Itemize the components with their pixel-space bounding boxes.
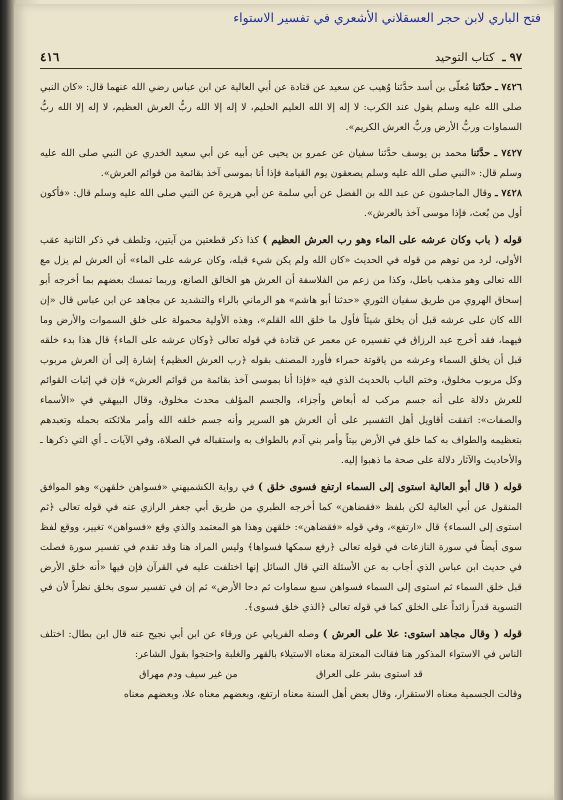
- hadith-number: ٧٤٢٨ ـ: [495, 188, 522, 199]
- poetry-verse: [40, 665, 522, 685]
- running-header: [40, 50, 522, 69]
- paragraph: [40, 624, 522, 665]
- paragraph-head: حدّثنا: [472, 82, 493, 93]
- verse-first-hemistich: قد استوى بشر على العراق: [315, 669, 423, 680]
- overlay-title: فتح الباري لابن حجر العسقلاني الأشعري في تفسير الاستواء: [233, 10, 541, 25]
- book-number: ٩٧ ـ: [502, 50, 522, 64]
- paragraph: [40, 230, 522, 471]
- page-number: ٤١٦: [40, 50, 60, 64]
- paragraph: [40, 477, 522, 618]
- commentary-heading: قوله ( قال أبو العالية استوى إلى السماء ارتفع فسوى خلق ): [258, 481, 522, 493]
- book-title: كتاب التوحيد: [434, 50, 495, 64]
- paragraph-text: مُعلّى بن أسد حدَّثنا وُهيب عن سعيد عن قتادة عن أبي العالية عن ابن عباس رضي الله عنهما قال: «كان النبي صلى الله عليه وسلم يقول عند الكرب: لا إله إلا الله العليم الحليم، لا إله إلا الله ربُّ العرش العظيم، لا إله إلا الله ربُّ السماوات وربُّ الأرض وربُّ العرش الكريم».: [40, 82, 522, 133]
- paragraph: [40, 144, 522, 184]
- paragraph-text: وقالت الجسمية معناه الاستقرار، وقال بعض أهل السنة معناه ارتفع، وبعضهم معناه علا، وبعضهم معناه: [123, 689, 522, 700]
- paragraph: [40, 78, 522, 138]
- paragraph-text: كذا ذكر قطعتين من آيتين، وتلطف في ذكر الثانية عقب الأولى، لرد من توهم من قوله في الحديث «كان الله ولم يكن شيء قبله، وكان عرشه على الماء» أن العرش لم يزل مع الله تعالى وهو مذهب باطل، وكذا من زعم من الفلاسفة أن العرش هو الخالق الصانع، وربما تمسك بعضهم بما أخرجه أبو إسحاق الهروي من طريق سفيان الثوري «حدثنا أبو هاشم» هو الرماني بالراء والتشديد عن مجاهد عن ابن عباس قال «إن الله كان على عرشه قبل أن يخلق شيئاً فأول ما خلق الله القلم»، وهذه الأولية محمولة على خلق السموات والأرض وما فيهما، فقد أخرج عبد الرزاق في تفسيره عن معمر عن قتادة في قوله تعالى ﴿وكان عرشه على الماء﴾ قال هذا بدء خلقه قبل أن يخلق السماء وعرشه من ياقوتة حمراء فأورد المصنف بقوله ﴿رب العرش العظيم﴾ إشارة إلى أن العرش مربوب وكل مربوب مخلوق، وختم الباب بالحديث الذي فيه «فإذا أنا بموسى آخذ بقائمة من قوائم العرش» فإن في إثبات القوائم للعرش دلالة على أنه جسم مركب له أبعاض وأجزاء، والجسم المؤلف محدث مخلوق، وقال البيهقي في «الأسماء والصفات»: اتفقت أقاويل أهل التفسير على أن العرش هو السرير وأنه جسم خلقه الله وأمر ملائكته بحمله وتعبدهم بتعظيمه والطواف به كما خلق في الأرض بيتاً وأمر بني آدم بالطواف به واستقباله في الصلاة، وفي الآيات ـ أي التي ذكرها ـ والأحاديث والآثار دلالة على صحة ما ذهبوا إليه.: [40, 235, 522, 466]
- paragraph: [40, 184, 522, 224]
- paragraph-text: وصله الفريابي عن ورقاء عن ابن أبي نجيح عنه قال ابن بطال: اختلف الناس في الاستواء المذكور هنا فقالت المعتزلة معناه الاستيلاء بالقهر والغلبة واحتجوا بقول الشاعر:: [40, 629, 522, 660]
- verse-second-hemistich: من غير سيف ودم مهراق: [139, 669, 238, 680]
- commentary-heading: قوله ( باب وكان عرشه على الماء وهو رب العرش العظيم ): [262, 234, 522, 246]
- commentary-heading: قوله ( وقال مجاهد استوى: علا على العرش ): [322, 628, 522, 640]
- body-text: [40, 78, 522, 705]
- paragraph: [40, 685, 522, 705]
- hadith-number: ٧٤٢٧ ـ: [494, 148, 522, 159]
- hadith-number: ٧٤٢٦ ـ: [495, 82, 522, 93]
- paragraph-text: محمد بن يوسف حدَّثنا سفيان عن عمرو بن يحيى عن أبيه عن أبي سعيد الخدري عن النبي صلى الله عليه وسلم قال: «النبي صلى الله عليه وسلم يصعقون يوم القيامة فإذا أنا بموسى آخذ بقائمة من قوائم العرش».: [40, 148, 522, 179]
- book-label: [435, 50, 522, 64]
- paragraph-head: حدَّثنا: [470, 148, 491, 159]
- paragraph-text: في رواية الكشميهني «فسواهن خلقهن» وهو الموافق المنقول عن أبي العالية لكن بلفظ «فقضاهن» كما أخرجه الطبري من طريق أبي جعفر الرازي عنه في قوله تعالى ﴿ثم استوى إلى السماء﴾ قال «ارتفع»، وفي قوله «فقضاهن»: خلقهن وهذا هو المعتمد والذي وقع «فسواهن» تغيير، ووقع لفظ سوى أيضاً في سورة النازعات في قوله تعالى ﴿رفع سمكها فسواها﴾ وليس المراد هنا وقد تقدم في تفسير سورة فصلت في حديث ابن عباس الذي أجاب به عن الأسئلة التي قال السائل إنها اختلفت عليه في القرآن فإن فيها «أنه خلق الأرض قبل خلق السماء ثم استوى إلى السماء فسواهن سبع سماوات ثم دحا الأرض» ثم إن في تفسير سوى بخلق نظراً لأن في التسوية قدراً زائداً على الخلق كما في قوله تعالى ﴿الذي خلق فسوى﴾.: [40, 482, 522, 613]
- paragraph-text: وقال الماجشون عن عبد الله بن الفضل عن أبي سلمة عن أبي هريرة عن النبي صلى الله عليه وسلم قال: «فأكون أول من بُعث، فإذا موسى آخذ بالعرش».: [40, 188, 522, 219]
